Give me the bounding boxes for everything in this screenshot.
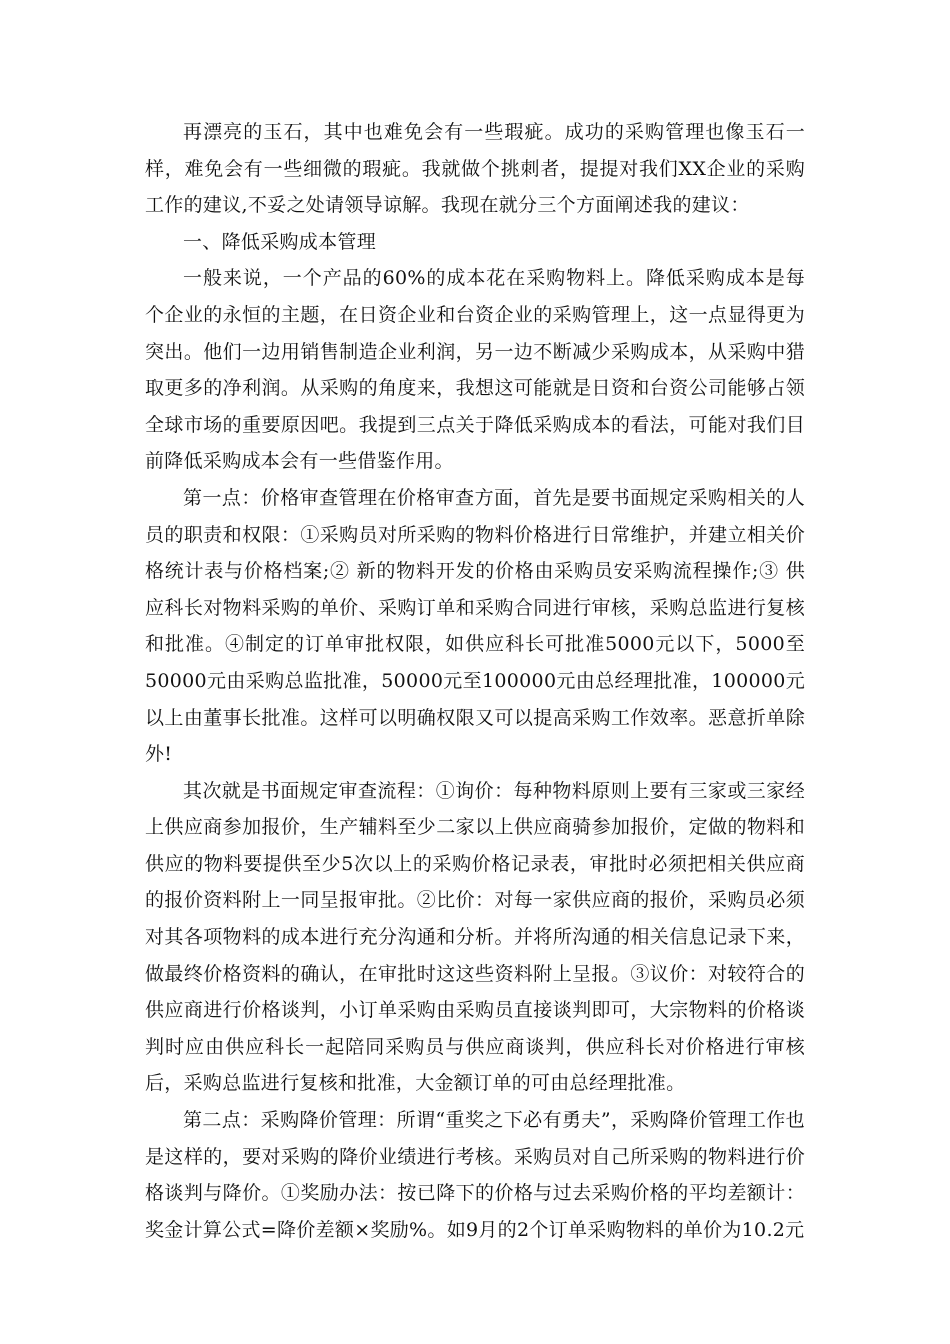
document-body <box>145 114 805 1248</box>
review-process-paragraph: 其次就是书面规定审查流程：①询价：每种物料原则上要有三家或三家经上供应商参加报价，生产辅料至少二家以上供应商骑参加报价，定做的物料和供应的物料要提供至少5次以上的采购价格记录表，审批时必须把相关供应商的报价资料附上一同呈报审批。②比价：对每一家供应商的报价，采购员必须对其各项物料的成本进行充分沟通和分析。并将所沟通的相关信息记录下来，做最终价格资料的确认，在审批时这这些资料附上呈报。③议价：对较符合的供应商进行价格谈判，小订单采购由采购员直接谈判即可，大宗物料的价格谈判时应由供应科长一起陪同采购员与供应商谈判，供应科长对价格进行审核后，采购总监进行复核和批准，大金额订单的可由总经理批准。 <box>145 779 805 1095</box>
section-heading: 一、降低采购成本管理 <box>183 230 377 253</box>
price-review-paragraph: 第一点：价格审查管理在价格审查方面，首先是要书面规定采购相关的人员的职责和权限：①采购员对所采购的物料价格进行日常维护，并建立相关价格统计表与价格档案;② 新的物料开发的价格由采购员安采购流程操作;③ 供应科长对物料采购的单价、采购订单和采购合同进行审核，采购总监进行复核和批准。④制定的订单审批权限，如供应科长可批准5000元以下，5000至50000元由采购总监批准，50000元至100000元由总经理批准，100000元以上由董事长批准。这样可以明确权限又可以提高采购工作效率。恶意折单除外! <box>145 486 805 766</box>
intro-paragraph: 再漂亮的玉石，其中也难免会有一些瑕疵。成功的采购管理也像玉石一样，难免会有一些细微的瑕疵。我就做个挑刺者，提提对我们XX企业的采购工作的建议,不妥之处请领导谅解。我现在就分三个方面阐述我的建议： <box>145 121 805 217</box>
price-reduction-paragraph: 第二点：采购降价管理：所谓“重奖之下必有勇夫”，采购降价管理工作也是这样的，要对采购的降价业绩进行考核。采购员对自己所采购的物料进行价格谈判与降价。①奖励办法：按已降下的价格与过去采购价格的平均差额计：奖金计算公式=降价差额×奖励%。如9月的2个订单采购物料的单价为10.2元 <box>145 1109 805 1241</box>
cost-overview-paragraph: 一般来说，一个产品的60%的成本花在采购物料上。降低采购成本是每个企业的永恒的主题，在日资企业和台资企业的采购管理上，这一点显得更为突出。他们一边用销售制造企业利润，另一边不断减少采购成本，从采购中猎取更多的净利润。从采购的角度来，我想这可能就是日资和台资公司能够占领全球市场的重要原因吧。我提到三点关于降低采购成本的看法，可能对我们目前降低采购成本会有一些借鉴作用。 <box>145 267 805 473</box>
